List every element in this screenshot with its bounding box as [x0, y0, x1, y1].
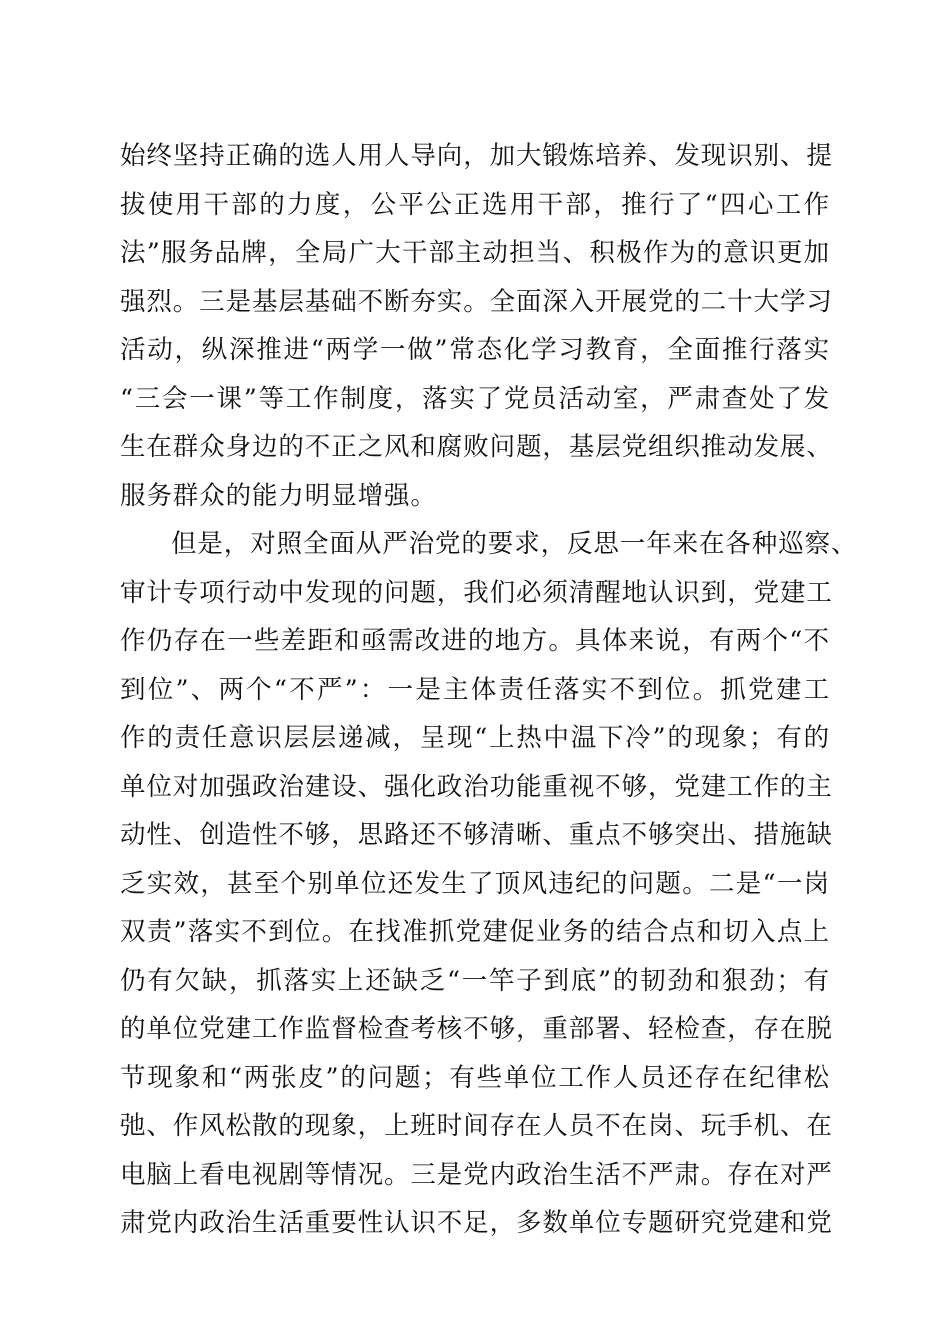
- text-line: 单位对加强政治建设、强化政治功能重视不够，党建工作的主: [120, 771, 833, 802]
- text-line: 动性、创造性不够，思路还不够清晰、重点不够突出、措施缺: [120, 820, 833, 850]
- body-text: [120, 132, 858, 1248]
- paragraph-achievements: [120, 132, 833, 520]
- text-line: 仍有欠缺，抓落实上还缺乏“一竿子到底”的韧劲和狠劲；有: [120, 965, 830, 996]
- text-line: 活动，纵深推进“两学一做”常态化学习教育，全面推行落实: [120, 335, 830, 365]
- text-line: 生在群众身边的不正之风和腐败问题，基层党组织推动发展、: [120, 432, 833, 462]
- text-line: 服务群众的能力明显增强。: [120, 480, 437, 511]
- paragraph-problems: [120, 520, 858, 1248]
- text-line: 始终坚持正确的选人用人导向，加大锻炼培养、发现识别、提: [120, 141, 833, 171]
- text-line: 到位”、两个“不严”：一是主体责任落实不到位。抓党建工: [120, 674, 830, 705]
- text-line: 双责”落实不到位。在找准抓党建促业务的结合点和切入点上: [120, 917, 830, 947]
- text-line: 法”服务品牌，全局广大干部主动担当、积极作为的意识更加: [120, 238, 830, 268]
- text-line: 乏实效，甚至个别单位还发生了顶风违纪的问题。二是“一岗: [120, 868, 830, 899]
- text-line: 肃党内政治生活重要性认识不足，多数单位专题研究党建和党: [120, 1208, 833, 1238]
- text-line: 作仍存在一些差距和亟需改进的地方。具体来说，有两个“不: [120, 626, 830, 656]
- text-line: 但是，对照全面从严治党的要求，反思一年来在各种巡察、: [171, 529, 858, 559]
- text-line: “三会一课”等工作制度，落实了党员活动室，严肃查处了发: [120, 383, 830, 414]
- text-line: 审计专项行动中发现的问题，我们必须清醒地认识到，党建工: [120, 577, 833, 608]
- text-line: 电脑上看电视剧等情况。三是党内政治生活不严肃。存在对严: [120, 1159, 833, 1190]
- text-line: 节现象和“两张皮”的问题；有些单位工作人员还存在纪律松: [120, 1062, 830, 1093]
- text-line: 作的责任意识层层递减，呈现“上热中温下冷”的现象；有的: [120, 723, 830, 753]
- text-line: 拔使用干部的力度，公平公正选用干部，推行了“四心工作: [120, 189, 830, 220]
- text-line: 强烈。三是基层基础不断夯实。全面深入开展党的二十大学习: [120, 286, 833, 317]
- text-line: 的单位党建工作监督检查考核不够，重部署、轻检查，存在脱: [120, 1014, 833, 1044]
- text-line: 弛、作风松散的现象，上班时间存在人员不在岗、玩手机、在: [120, 1111, 833, 1141]
